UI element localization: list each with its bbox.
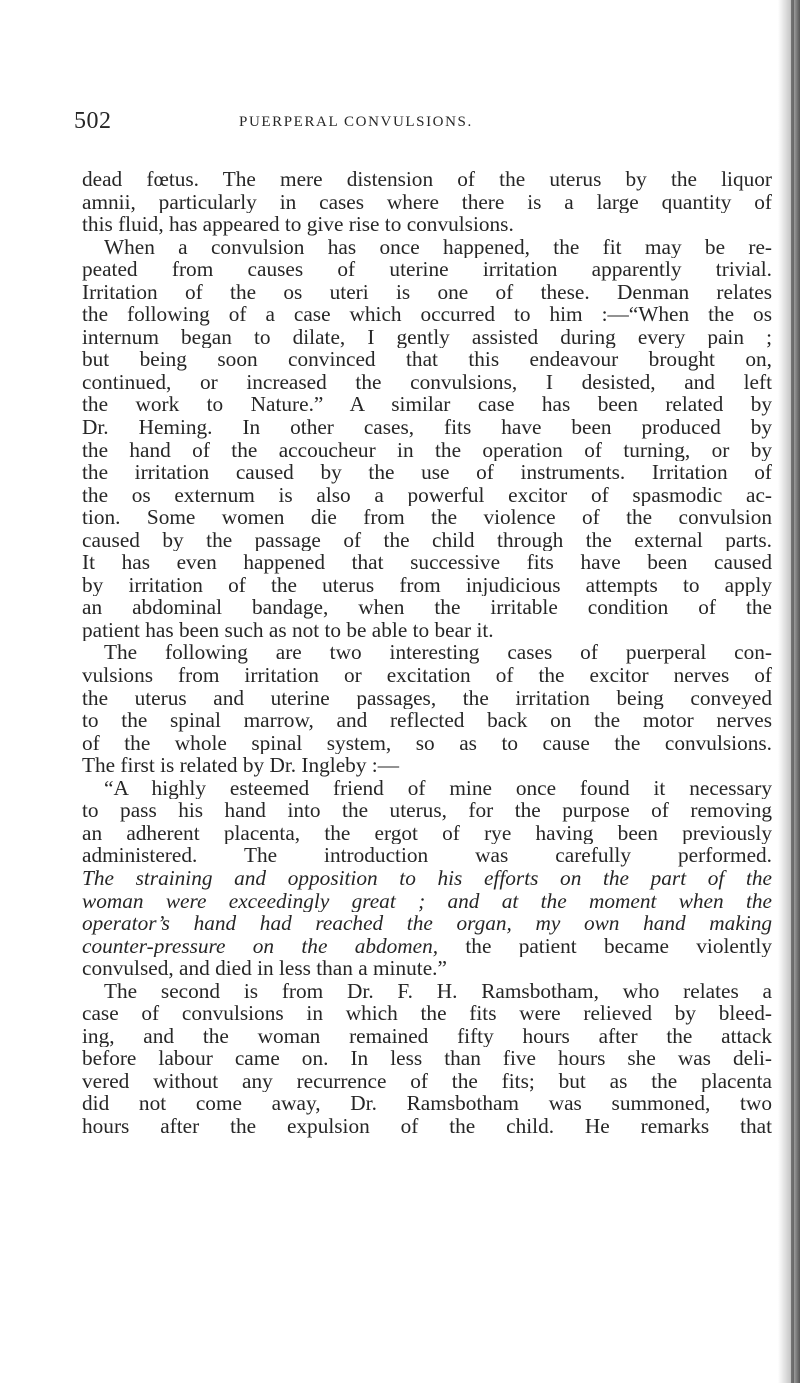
- text-line: the work to Nature.” A similar case has been related by: [82, 393, 772, 417]
- text-line: woman were exceedingly great ; and at the moment when the: [82, 889, 772, 913]
- text-line: Dr. Heming. In other cases, fits have been produced by: [82, 416, 772, 439]
- text-line: the following of a case which occurred to him :—“When the os: [82, 303, 772, 326]
- text-line: hours after the expulsion of the child. He remarks that: [82, 1114, 772, 1138]
- text-line: patient has been such as not to be able to bear it.: [82, 618, 494, 642]
- text-line: The following are two interesting cases of puerperal con-: [104, 641, 772, 665]
- text-line: internum began to dilate, I gently assisted during every pain ;: [82, 325, 772, 349]
- page-header: [74, 108, 674, 138]
- body-text: [82, 168, 772, 1138]
- text-line: vered without any recurrence of the fits; but as the placenta: [82, 1069, 772, 1093]
- text-line: Irritation of the os uteri is one of these. Denman relates: [82, 280, 772, 304]
- text-line: The straining and opposition to his efforts on the part of the: [82, 866, 772, 890]
- text-line: dead fœtus. The mere distension of the uterus by the liquor: [82, 168, 772, 191]
- text-line: by irritation of the uterus from injudicious attempts to apply: [82, 573, 772, 597]
- text-line: vulsions from irritation or excitation of the excitor nerves of: [82, 664, 772, 687]
- text-line: peated from causes of uterine irritation apparently trivial.: [82, 258, 772, 281]
- text-line: caused by the passage of the child through the external parts.: [82, 528, 772, 552]
- text-line: convulsed, and died in less than a minute.”: [82, 957, 447, 980]
- text-line: tion. Some women die from the violence of the convulsion: [82, 506, 772, 529]
- text-line: operator’s hand had reached the organ, my own hand making: [82, 912, 772, 935]
- text-line: the irritation caused by the use of instruments. Irritation of: [82, 461, 772, 484]
- text-line: continued, or increased the convulsions, I desisted, and left: [82, 370, 772, 394]
- text-line: an abdominal bandage, when the irritable condition of the: [82, 596, 772, 619]
- text-line: When a convulsion has once happened, the fit may be re-: [104, 235, 772, 259]
- text-line: the os externum is also a powerful excitor of spasmodic ac-: [82, 483, 772, 507]
- text-line: to pass his hand into the uterus, for the purpose of removing: [82, 799, 772, 822]
- text-line: case of convulsions in which the fits were relieved by bleed-: [82, 1002, 772, 1025]
- page-edge-line: [791, 0, 794, 1383]
- text-line: to the spinal marrow, and reflected back on the motor nerves: [82, 709, 772, 732]
- text-line: the hand of the accoucheur in the operation of turning, or by: [82, 438, 772, 462]
- text-line: the uterus and uterine passages, the irritation being conveyed: [82, 686, 772, 710]
- text-line: an adherent placenta, the ergot of rye having been previously: [82, 821, 772, 845]
- text-line: [82, 935, 772, 958]
- text-line: administered. The introduction was carefully performed.: [82, 844, 772, 867]
- text-line: did not come away, Dr. Ramsbotham was summoned, two: [82, 1092, 772, 1115]
- page-edge-shadow: [778, 0, 800, 1383]
- text-line: before labour came on. In less than five hours she was deli-: [82, 1047, 772, 1070]
- italic-text: counter-pressure on the abdomen,: [82, 934, 439, 958]
- text-line: The first is related by Dr. Ingleby :—: [82, 754, 400, 777]
- text-line: It has even happened that successive fits have been caused: [82, 551, 772, 574]
- text-line: amnii, particularly in cases where there is a large quantity of: [82, 190, 772, 214]
- text-line: ing, and the woman remained fifty hours after the attack: [82, 1024, 772, 1048]
- roman-text: the patient became violently: [438, 934, 772, 958]
- text-line: but being soon convinced that this endeavour brought on,: [82, 348, 772, 371]
- text-line: this fluid, has appeared to give rise to convulsions.: [82, 213, 514, 236]
- text-line: The second is from Dr. F. H. Ramsbotham, who relates a: [104, 979, 772, 1003]
- running-title: PUERPERAL CONVULSIONS.: [239, 114, 473, 130]
- page-number: 502: [74, 108, 112, 134]
- text-line: of the whole spinal system, so as to cause the convulsions.: [82, 731, 772, 755]
- text-line: “A highly esteemed friend of mine once found it necessary: [104, 776, 772, 800]
